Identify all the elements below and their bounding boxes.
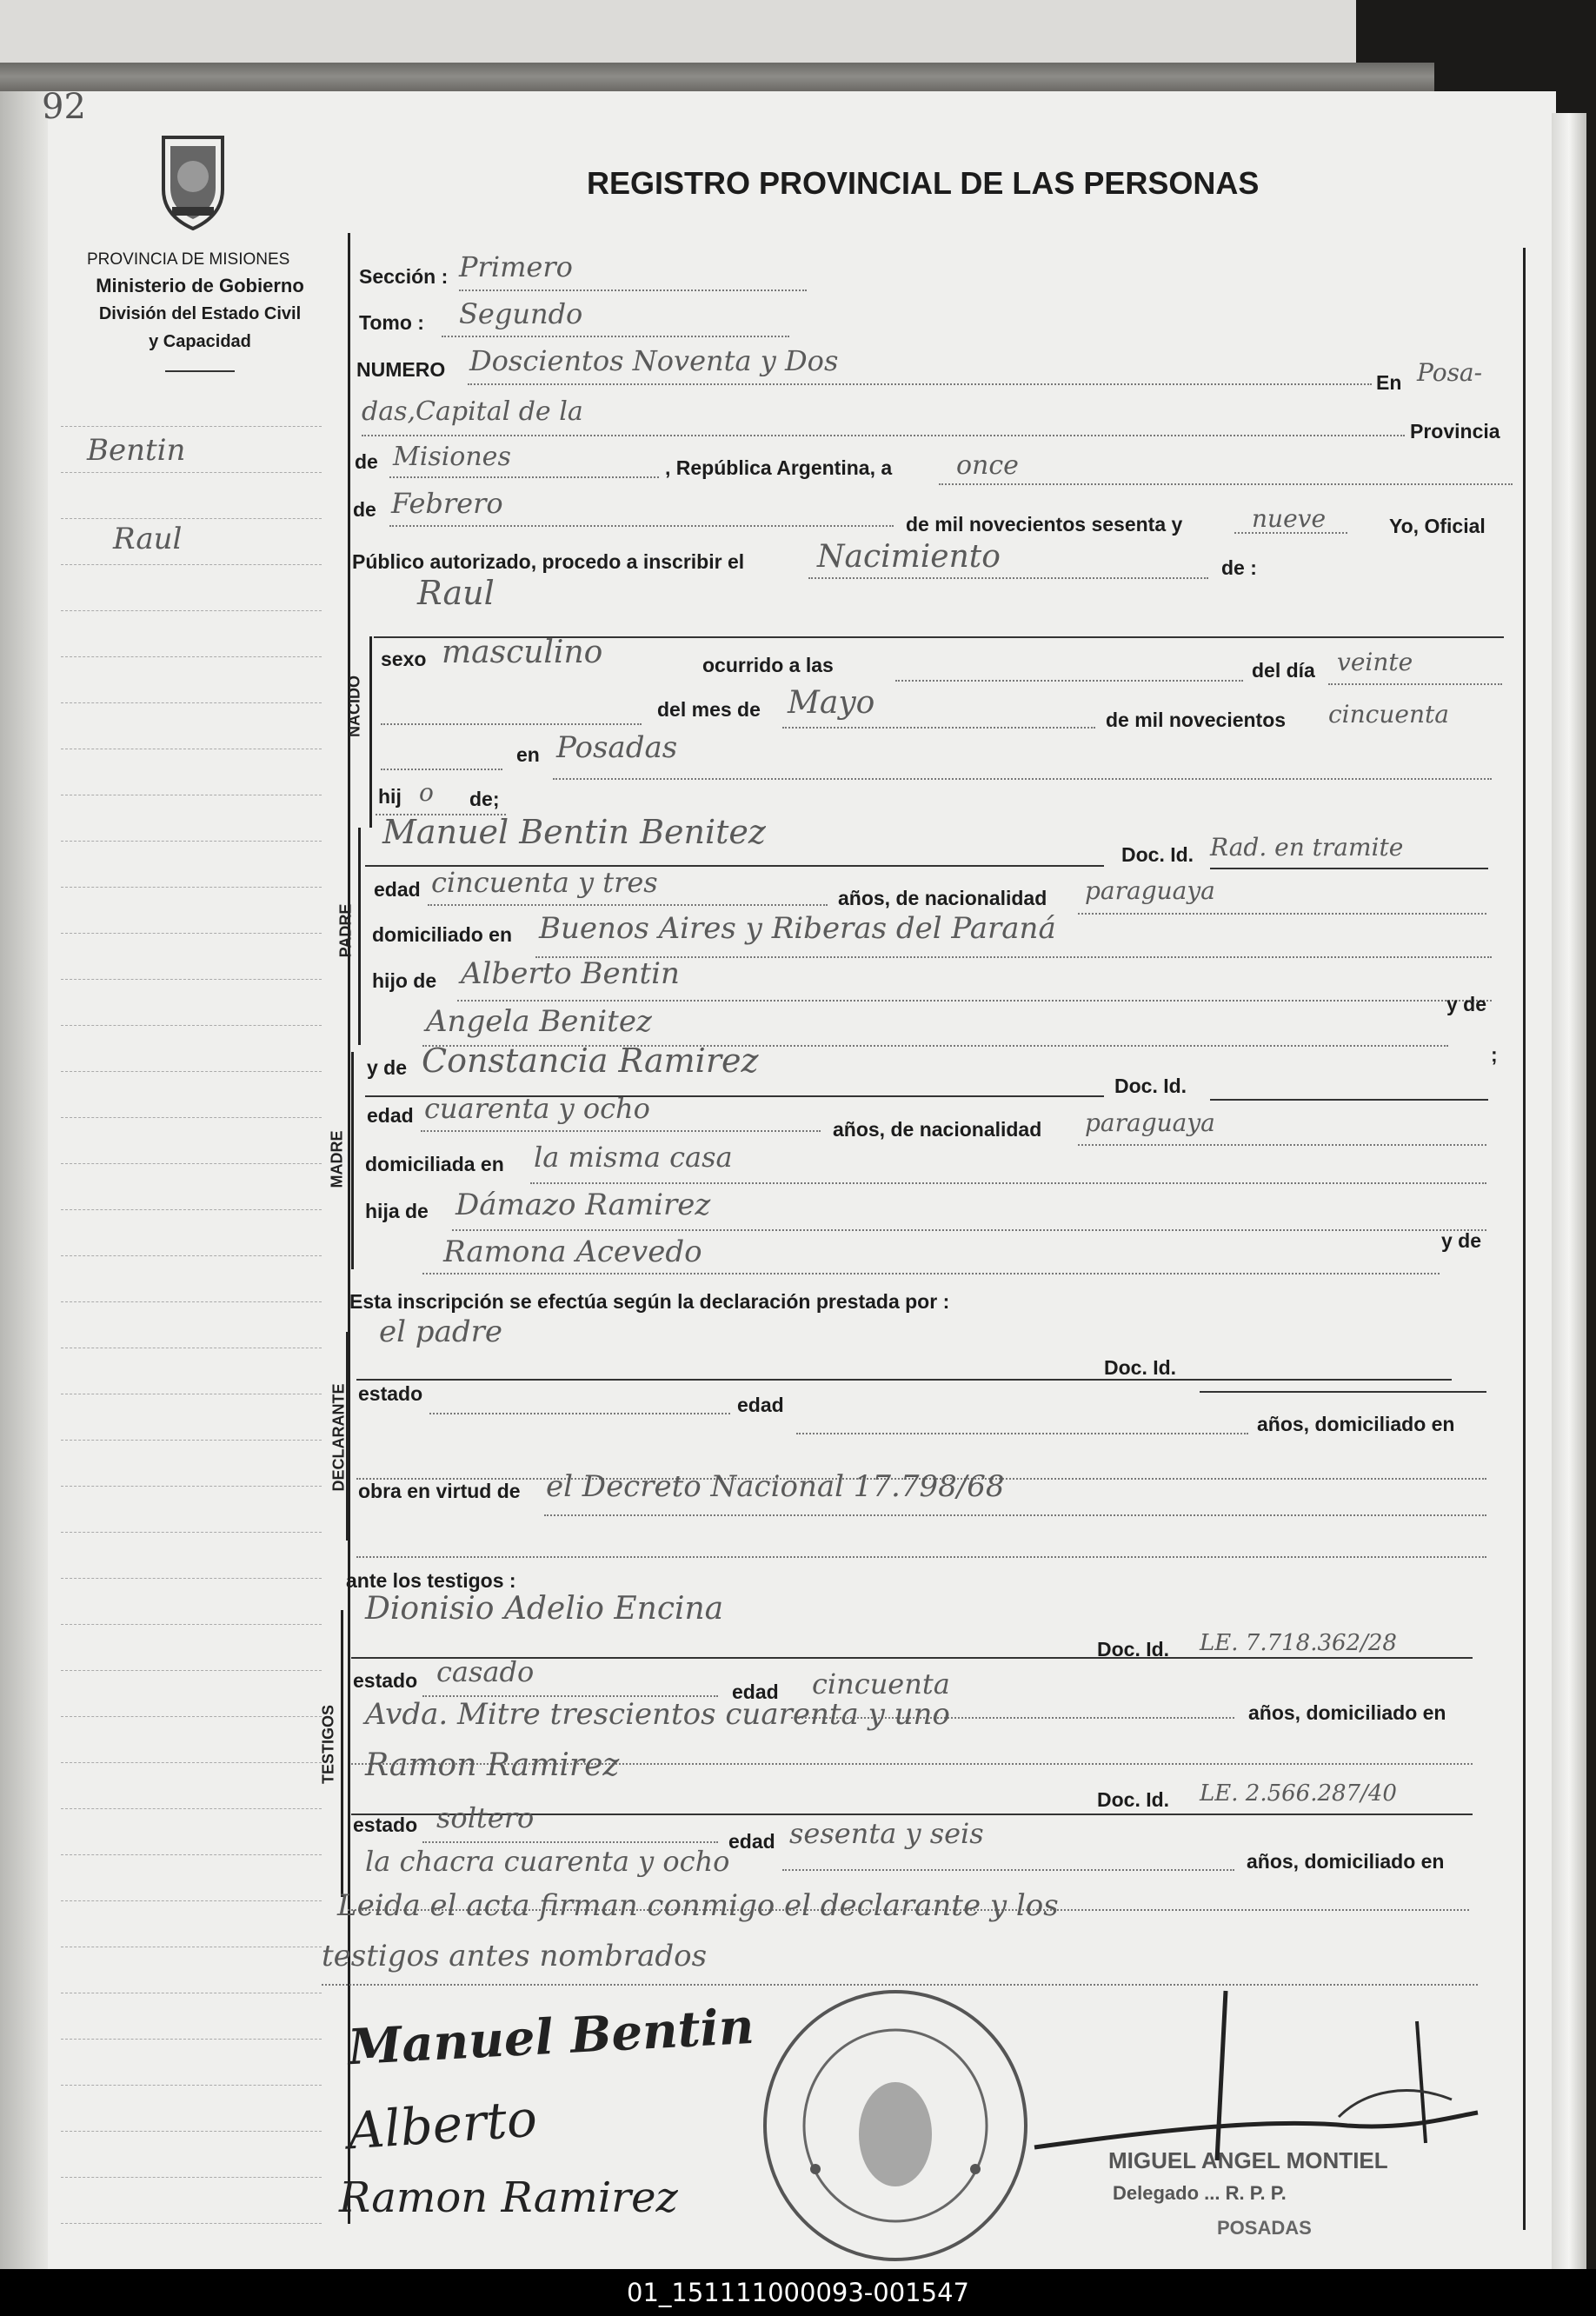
- background-page: [0, 0, 1356, 68]
- padre-label: PADRE: [336, 903, 355, 958]
- padre-edad-label: edad: [374, 878, 421, 901]
- madre-anos-label: años, de nacionalidad: [833, 1118, 1042, 1141]
- madre-nac-line: [1078, 1144, 1486, 1146]
- declarante-docid-label: Doc. Id.: [1104, 1356, 1177, 1379]
- testigo2-docid-label: Doc. Id.: [1097, 1788, 1170, 1811]
- padre-doc-value: Rad. en tramite: [1210, 833, 1404, 862]
- declarante-value: el padre: [379, 1314, 502, 1349]
- header-division: División del Estado Civil: [98, 304, 302, 323]
- declarante-estado-line: [429, 1413, 730, 1414]
- declaracion-label: Esta inscripción se efectúa según la declaración prestada por :: [349, 1290, 950, 1313]
- madre-value: Constancia Ramirez: [422, 1042, 759, 1080]
- del-mes-label: del mes de: [657, 698, 761, 721]
- madre-y-de2-label: y de: [1441, 1229, 1482, 1252]
- padre-value: Manuel Bentin Benitez: [382, 813, 766, 851]
- signature-witness2: Ramon Ramirez: [339, 2173, 678, 2222]
- numero-label: NUMERO: [356, 358, 446, 381]
- nacido-bracket: [369, 636, 372, 828]
- testigo1-doc-value: LE. 7.718.362/28: [1200, 1630, 1397, 1656]
- publico-label: Público autorizado, procedo a inscribir el: [352, 550, 745, 573]
- madre-nac-value: paraguaya: [1085, 1108, 1215, 1137]
- madre-hija-de-label: hija de: [365, 1200, 429, 1222]
- page-title: REGISTRO PROVINCIAL DE LAS PERSONAS: [587, 165, 1260, 201]
- mes-value: Febrero: [391, 487, 503, 520]
- blank-line-2: [381, 769, 502, 770]
- sexo-label: sexo: [381, 648, 427, 670]
- padre-bracket: [358, 828, 361, 1045]
- ocurrido-label: ocurrido a las: [702, 654, 834, 676]
- madre-label: MADRE: [328, 1130, 346, 1188]
- testigo2-edad-line: [782, 1869, 1234, 1871]
- padre-anos-label: años, de nacionalidad: [838, 887, 1047, 909]
- lugar-nac-value: Posadas: [556, 730, 678, 765]
- blank-line-1: [381, 723, 642, 725]
- numero-value: Doscientos Noventa y Dos: [469, 344, 839, 377]
- decreto-value: el Decreto Nacional 17.798/68: [546, 1469, 1005, 1504]
- anio-nac-value: cincuenta: [1328, 700, 1449, 729]
- header-capacity: y Capacidad: [149, 332, 251, 351]
- padre-doc-line: [1210, 868, 1488, 869]
- madre-edad-label: edad: [367, 1104, 414, 1127]
- mes-nac-value: Mayo: [788, 685, 875, 721]
- testigo1-estado-label: estado: [353, 1669, 418, 1692]
- madre-madre-value: Ramona Acevedo: [443, 1235, 702, 1269]
- testigo2-doc-value: LE. 2.566.287/40: [1200, 1780, 1397, 1807]
- testigo1-edad-label: edad: [732, 1680, 779, 1703]
- obra-label: obra en virtud de: [358, 1480, 521, 1502]
- madre-padre-line: [452, 1229, 1486, 1231]
- dia-line: [939, 483, 1513, 485]
- testigos-label-text: ante los testigos :: [346, 1569, 516, 1592]
- mes-nac-line: [782, 727, 1095, 729]
- cierre-line-1: Leida el acta firman conmigo el declarante y los: [337, 1888, 1059, 1923]
- declarante-anos-label: años, domiciliado en: [1257, 1413, 1455, 1435]
- registry-seal-icon: [756, 1987, 1034, 2265]
- provincia-line: [389, 476, 659, 478]
- mil2-label: de mil novecientos: [1106, 709, 1287, 731]
- header-divider: [165, 370, 235, 372]
- blank-line-3: [356, 1556, 1486, 1558]
- mil-label: de mil novecientos sesenta y: [906, 513, 1183, 536]
- padre-nac-line: [1078, 913, 1486, 915]
- testigo2-dom-value: la chacra cuarenta y ocho: [365, 1845, 730, 1878]
- hij-label: hij: [378, 785, 402, 808]
- padre-madre-value: Angela Benitez: [426, 1004, 652, 1039]
- yo-label: Yo, Oficial: [1389, 515, 1486, 537]
- de-semi-label: de;: [469, 788, 500, 810]
- numero-line: [468, 383, 1372, 385]
- padre-edad-line: [428, 904, 828, 906]
- madre-dom-line: [530, 1182, 1486, 1184]
- padre-edad-value: cincuenta y tres: [431, 866, 658, 899]
- padre-y-de-label: y de: [1446, 993, 1487, 1015]
- testigo2-edad-value: sesenta y seis: [789, 1817, 984, 1850]
- madre-padre-value: Dámazo Ramirez: [456, 1188, 711, 1222]
- dia-nac-line: [1328, 683, 1502, 685]
- sexo-value: masculino: [442, 635, 603, 670]
- lugar-nac-line: [553, 778, 1492, 780]
- en-label: En: [1376, 371, 1402, 394]
- de-label: de: [355, 450, 378, 473]
- madre-doc-line: [1210, 1099, 1488, 1101]
- cierre-underline: [322, 1984, 1478, 1986]
- margin-name: Raul: [113, 522, 183, 556]
- seccion-line: [459, 290, 807, 291]
- de2-label: de: [353, 498, 376, 521]
- declarante-edad-line: [796, 1433, 1248, 1434]
- testigo1-docid-label: Doc. Id.: [1097, 1638, 1170, 1660]
- en-value-2: das,Capital de la: [362, 396, 583, 427]
- dia-value: once: [956, 450, 1019, 481]
- del-dia-label: del día: [1252, 659, 1315, 682]
- en-value: Posa-: [1417, 358, 1483, 387]
- declarante-label: DECLARANTE: [329, 1383, 348, 1492]
- official-city: POSADAS: [1217, 2217, 1312, 2239]
- madre-dom-label: domiciliada en: [365, 1153, 504, 1175]
- declarante-edad-label: edad: [737, 1394, 784, 1416]
- nombre-value: Raul: [417, 574, 495, 612]
- padre-hijo-de-label: hijo de: [372, 969, 437, 992]
- testigo1-anos-label: años, domiciliado en: [1248, 1701, 1446, 1724]
- provincia-label: Provincia: [1410, 420, 1500, 443]
- footer-id: 01_151111000093-001547: [0, 2269, 1596, 2316]
- padre-nac-value: paraguaya: [1085, 876, 1215, 905]
- testigo2-estado-value: soltero: [436, 1801, 535, 1834]
- acto-line: [808, 577, 1208, 579]
- padre-dom-label: domiciliado en: [372, 923, 513, 946]
- mes-line: [389, 525, 894, 527]
- padre-padre-line: [457, 1000, 1492, 1002]
- nacido-label: NACIDO: [345, 676, 363, 737]
- en2-label: en: [516, 743, 540, 766]
- signature-father: Manuel Bentin: [346, 1997, 756, 2077]
- seccion-value: Primero: [459, 250, 573, 283]
- anio-value: nueve: [1252, 504, 1327, 533]
- tomo-line: [442, 336, 789, 337]
- margin-surname: Bentin: [87, 433, 186, 468]
- testigo2-value: Ramon Ramirez: [365, 1747, 620, 1783]
- testigo2-anos-label: años, domiciliado en: [1247, 1850, 1445, 1873]
- testigo1-value: Dionisio Adelio Encina: [365, 1591, 724, 1627]
- dia-nac-value: veinte: [1337, 648, 1413, 676]
- header-ministry: Ministerio de Gobierno: [96, 275, 304, 296]
- anio-line: [1234, 532, 1347, 534]
- acto-value: Nacimiento: [817, 539, 1001, 575]
- madre-y-de-label: y de: [367, 1056, 408, 1079]
- madre-docid-label: Doc. Id.: [1114, 1075, 1187, 1097]
- testigo1-edad-value: cincuenta: [812, 1667, 950, 1700]
- testigo1-dom-value: Avda. Mitre trescientos cuarenta y uno: [365, 1697, 950, 1732]
- madre-bracket: [351, 1052, 354, 1269]
- padre-dom-value: Buenos Aires y Riberas del Paraná: [539, 911, 1056, 946]
- padre-padre-value: Alberto Bentin: [461, 956, 680, 991]
- page-left-edge: [0, 91, 48, 2269]
- testigos-bracket: [341, 1610, 343, 1897]
- official-title: Delegado ... R. P. P.: [1113, 2182, 1287, 2204]
- place-line: [362, 435, 1405, 436]
- tomo-label: Tomo :: [359, 311, 424, 334]
- declarante-doc-line: [1200, 1391, 1486, 1393]
- coat-of-arms-icon: [155, 129, 231, 233]
- tomo-value: Segundo: [459, 297, 583, 330]
- provincia-value: Misiones: [393, 442, 511, 472]
- madre-madre-line: [422, 1273, 1440, 1274]
- page-number: 92: [42, 87, 86, 127]
- official-name: MIGUEL ANGEL MONTIEL: [1108, 2147, 1388, 2173]
- declarante-line: [356, 1379, 1452, 1381]
- de-colon-label: de :: [1221, 556, 1257, 579]
- semicolon-label: ;: [1491, 1043, 1498, 1066]
- madre-edad-value: cuarenta y ocho: [424, 1092, 650, 1125]
- testigo2-edad-label: edad: [728, 1830, 775, 1853]
- republica-label: , República Argentina, a: [665, 456, 893, 479]
- hora-line: [895, 680, 1243, 682]
- madre-edad-line: [421, 1130, 821, 1132]
- decreto-line: [544, 1514, 1486, 1516]
- declarante-estado-label: estado: [358, 1382, 423, 1405]
- cierre-line-2: testigos antes nombrados: [322, 1939, 708, 1973]
- madre-dom-value: la misma casa: [534, 1141, 733, 1174]
- testigo2-estado-label: estado: [353, 1814, 418, 1836]
- page-edge: [1552, 113, 1586, 2269]
- main-frame-right-line: [1523, 248, 1526, 2230]
- main-frame-left-line: [348, 233, 350, 2224]
- testigo1-estado-value: casado: [436, 1655, 535, 1688]
- register-page: [0, 91, 1556, 2269]
- header-province: PROVINCIA DE MISIONES: [87, 250, 290, 269]
- signature-witness1: Alberto: [345, 2088, 539, 2161]
- seccion-label: Sección :: [359, 265, 449, 288]
- padre-docid-label: Doc. Id.: [1121, 843, 1194, 866]
- testigo2-estado-line: [422, 1841, 718, 1843]
- testigos-label: TESTIGOS: [319, 1705, 337, 1785]
- official-signature: [1000, 1987, 1486, 2178]
- hij-value: o: [419, 778, 434, 807]
